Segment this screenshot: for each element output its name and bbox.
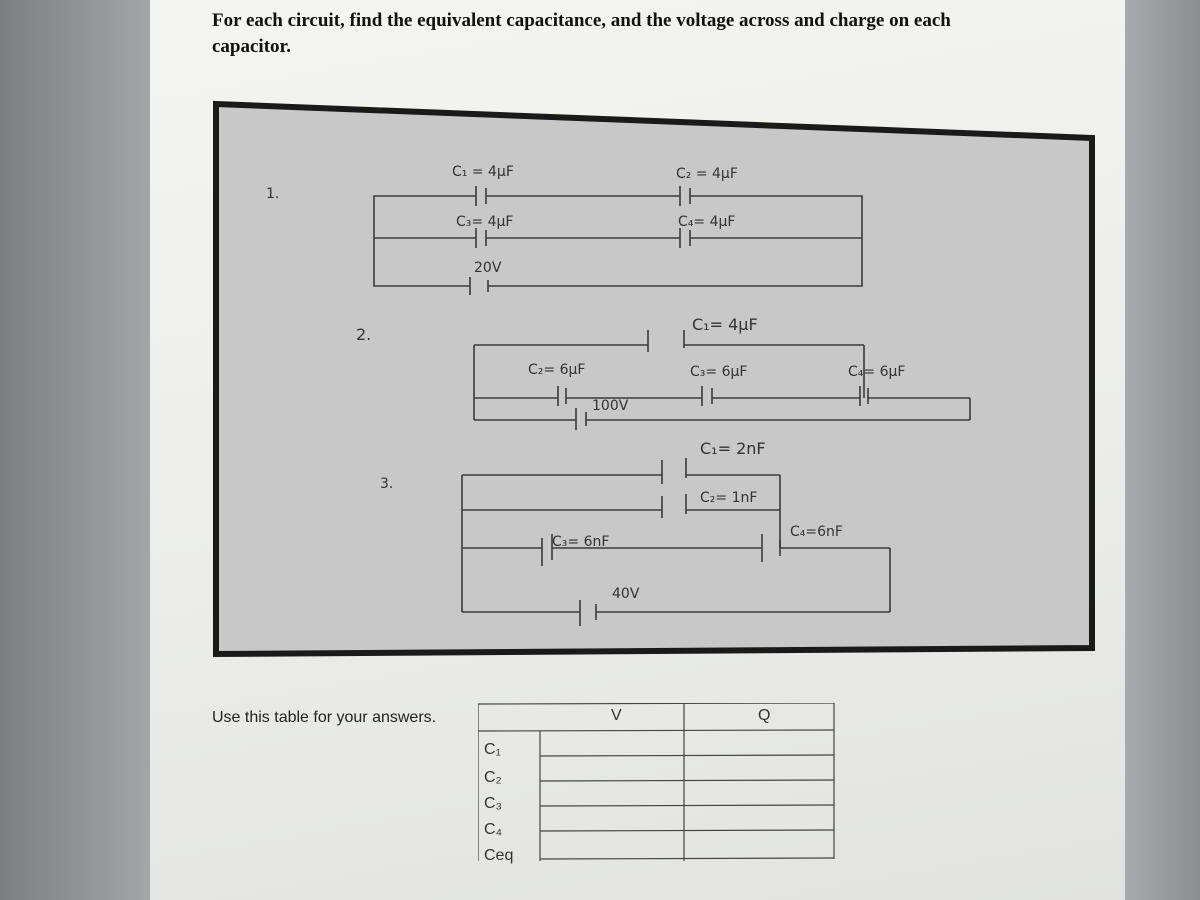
table-header-q: Q [758,707,771,724]
circuit-2-c2-label: C₂= 6μF [528,362,586,378]
instructions-line-1: For each circuit, find the equivalent capacitance, and the voltage across and charge on each [212,10,951,31]
table-row-ceq: Ceq [484,847,514,864]
table-row-c4: C₄ [484,821,503,838]
table-instructions: Use this table for your answers. [212,709,437,726]
table-header-v: V [611,707,622,724]
table-row-c1: C₁ [484,741,501,758]
circuit-1-number: 1. [266,186,280,202]
circuit-3-c1-label: C₁= 2nF [700,439,766,458]
circuit-1-c1-label: C₁ = 4μF [452,164,514,180]
circuit-3-c4-label: C₄=6nF [790,524,843,540]
table-row-c2: C₂ [484,769,502,786]
circuit-3-number: 3. [380,476,394,492]
circuit-1-c3-label: C₃= 4μF [456,214,514,230]
circuit-2-c3-label: C₃= 6μF [690,364,748,380]
circuit-3-voltage: 40V [612,586,640,602]
circuit-2-number: 2. [356,325,372,344]
circuit-panel [216,104,1092,654]
circuit-2-c4-label: C₄= 6μF [848,364,906,380]
circuit-1-c2-label: C₂ = 4μF [676,166,738,182]
table-row-c3: C₃ [484,795,503,812]
circuit-2-c1-label: C₁= 4μF [692,315,758,334]
instructions-line-2: capacitor. [212,36,291,57]
circuit-1-c4-label: C₄= 4μF [678,214,736,230]
circuit-3-c2-label: C₂= 1nF [700,490,758,506]
circuit-3-c3-label: C₃= 6nF [552,534,610,550]
circuit-1-voltage: 20V [474,260,502,276]
answer-table [478,703,836,861]
circuit-2-voltage: 100V [592,398,629,414]
